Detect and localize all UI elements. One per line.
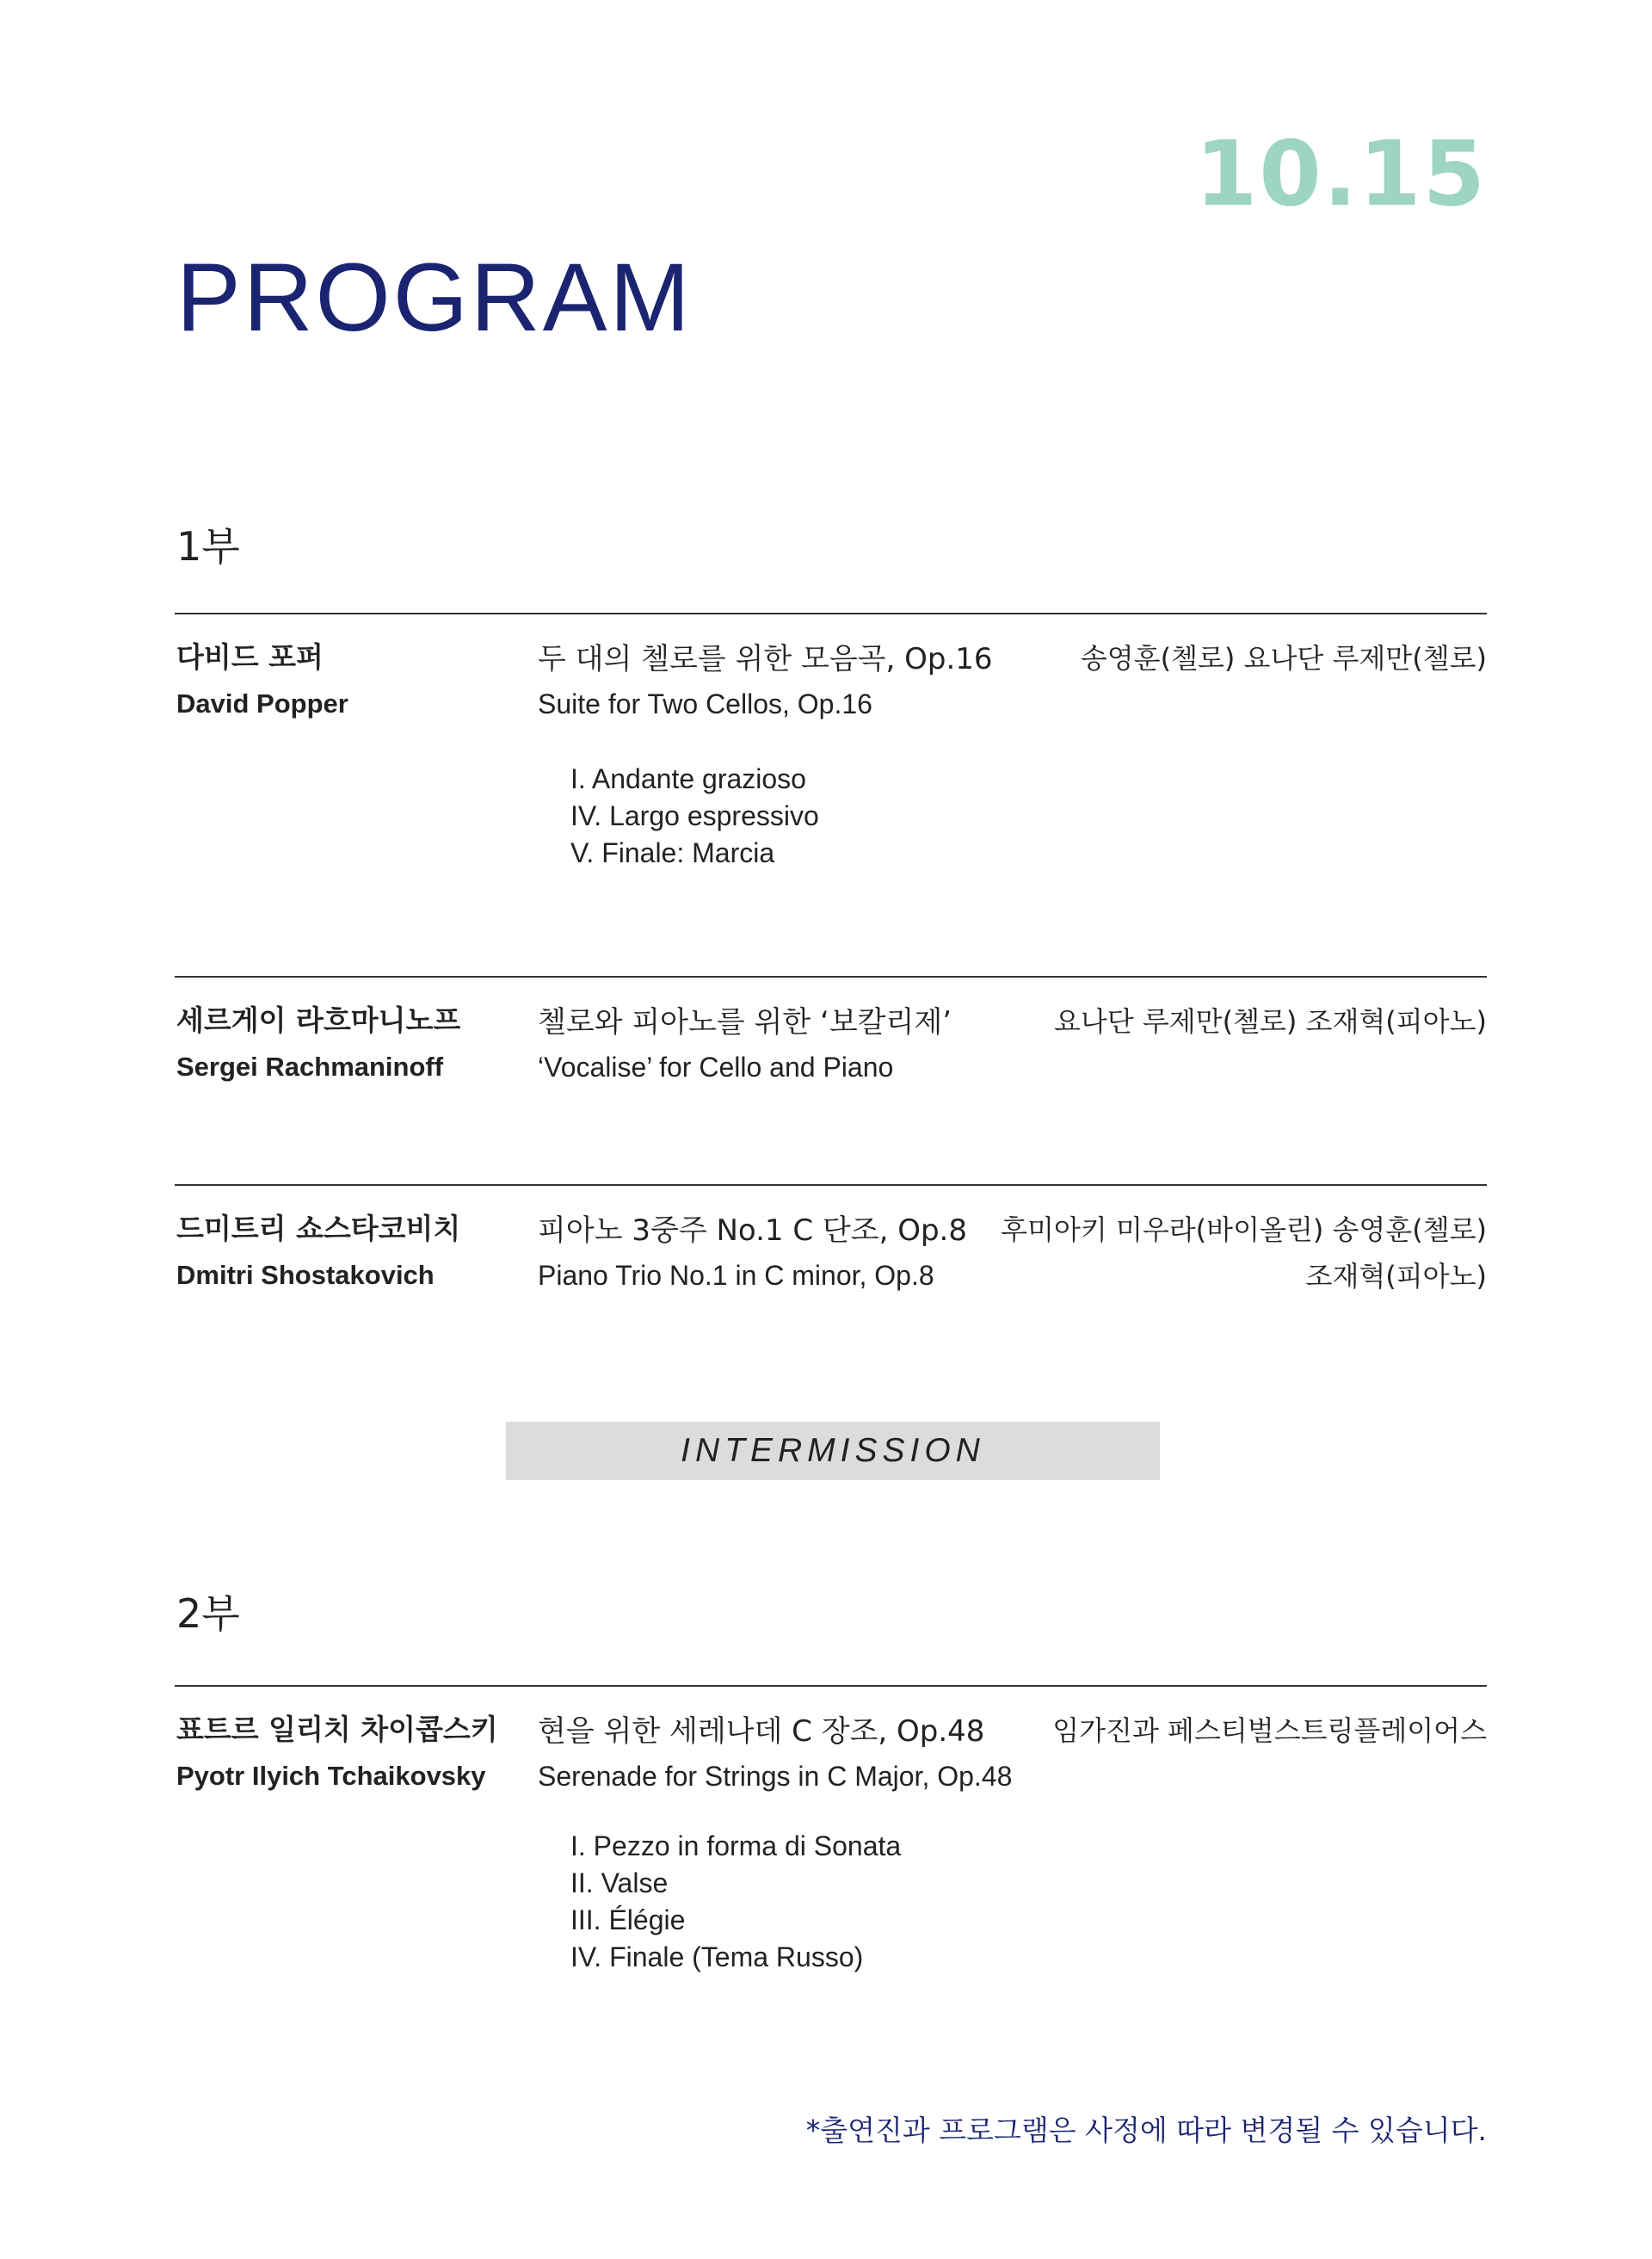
performer-line: 후미아키 미우라(바이올린) 송영훈(첼로) [1001, 1213, 1487, 1246]
work-title-en: ‘Vocalise’ for Cello and Piano [538, 1052, 894, 1083]
divider [175, 613, 1487, 614]
composer-name-en: David Popper [176, 688, 348, 719]
composer-name-en: Sergei Rachmaninoff [176, 1052, 444, 1082]
performer-line: 송영훈(첼로) 요나단 루제만(첼로) [1080, 642, 1487, 675]
work-title-ko: 현을 위한 세레나데 C 장조, Op.48 [538, 1714, 985, 1749]
footer-note: *출연진과 프로그램은 사정에 따라 변경될 수 있습니다. [805, 2114, 1487, 2147]
composer-name-en: Dmitri Shostakovich [176, 1260, 435, 1290]
performers [1052, 1707, 1487, 1754]
performers [1081, 635, 1487, 682]
composer-name-en: Pyotr Ilyich Tchaikovsky [176, 1761, 486, 1791]
movement: I. Andante grazioso [570, 763, 806, 794]
divider [175, 976, 1487, 978]
composer-name-ko: 표트르 일리치 차이콥스키 [176, 1713, 498, 1746]
movement-list [570, 761, 819, 872]
performers [1001, 1207, 1487, 1299]
intermission-banner: INTERMISSION [506, 1422, 1160, 1480]
page-title: PROGRAM [176, 244, 693, 351]
work-title-en: Piano Trio No.1 in C minor, Op.8 [538, 1260, 934, 1291]
movement: I. Pezzo in forma di Sonata [570, 1830, 902, 1861]
movement-list [570, 1828, 901, 1976]
performer-line: 임가진과 페스티벌스트링플레이어스 [1052, 1714, 1487, 1747]
divider [175, 1184, 1487, 1186]
performer-line: 요나단 루제만(첼로) 조재혁(피아노) [1053, 1005, 1487, 1038]
part-1-label: 1부 [176, 523, 240, 570]
composer-name-ko: 다비드 포퍼 [176, 640, 324, 674]
concert-date: 10.15 [1195, 121, 1487, 226]
movement: IV. Largo espressivo [570, 800, 819, 831]
composer-name-ko: 세르게이 라흐마니노프 [176, 1003, 461, 1037]
movement: III. Élégie [570, 1904, 686, 1935]
movement: IV. Finale (Tema Russo) [570, 1941, 864, 1972]
work-title-ko: 첼로와 피아노를 위한 ‘보칼리제’ [538, 1005, 952, 1040]
movement: II. Valse [570, 1867, 669, 1898]
work-title-ko: 두 대의 첼로를 위한 모음곡, Op.16 [538, 642, 993, 676]
divider [175, 1685, 1487, 1687]
work-title-en: Suite for Two Cellos, Op.16 [538, 688, 872, 719]
composer-name-ko: 드미트리 쇼스타코비치 [176, 1212, 461, 1245]
performers [1054, 998, 1487, 1045]
part-2-label: 2부 [176, 1590, 240, 1637]
work-title-en: Serenade for Strings in C Major, Op.48 [538, 1761, 1013, 1792]
work-title-ko: 피아노 3중주 No.1 C 단조, Op.8 [538, 1213, 967, 1248]
movement: V. Finale: Marcia [570, 837, 775, 868]
performer-line: 조재혁(피아노) [1305, 1260, 1487, 1293]
